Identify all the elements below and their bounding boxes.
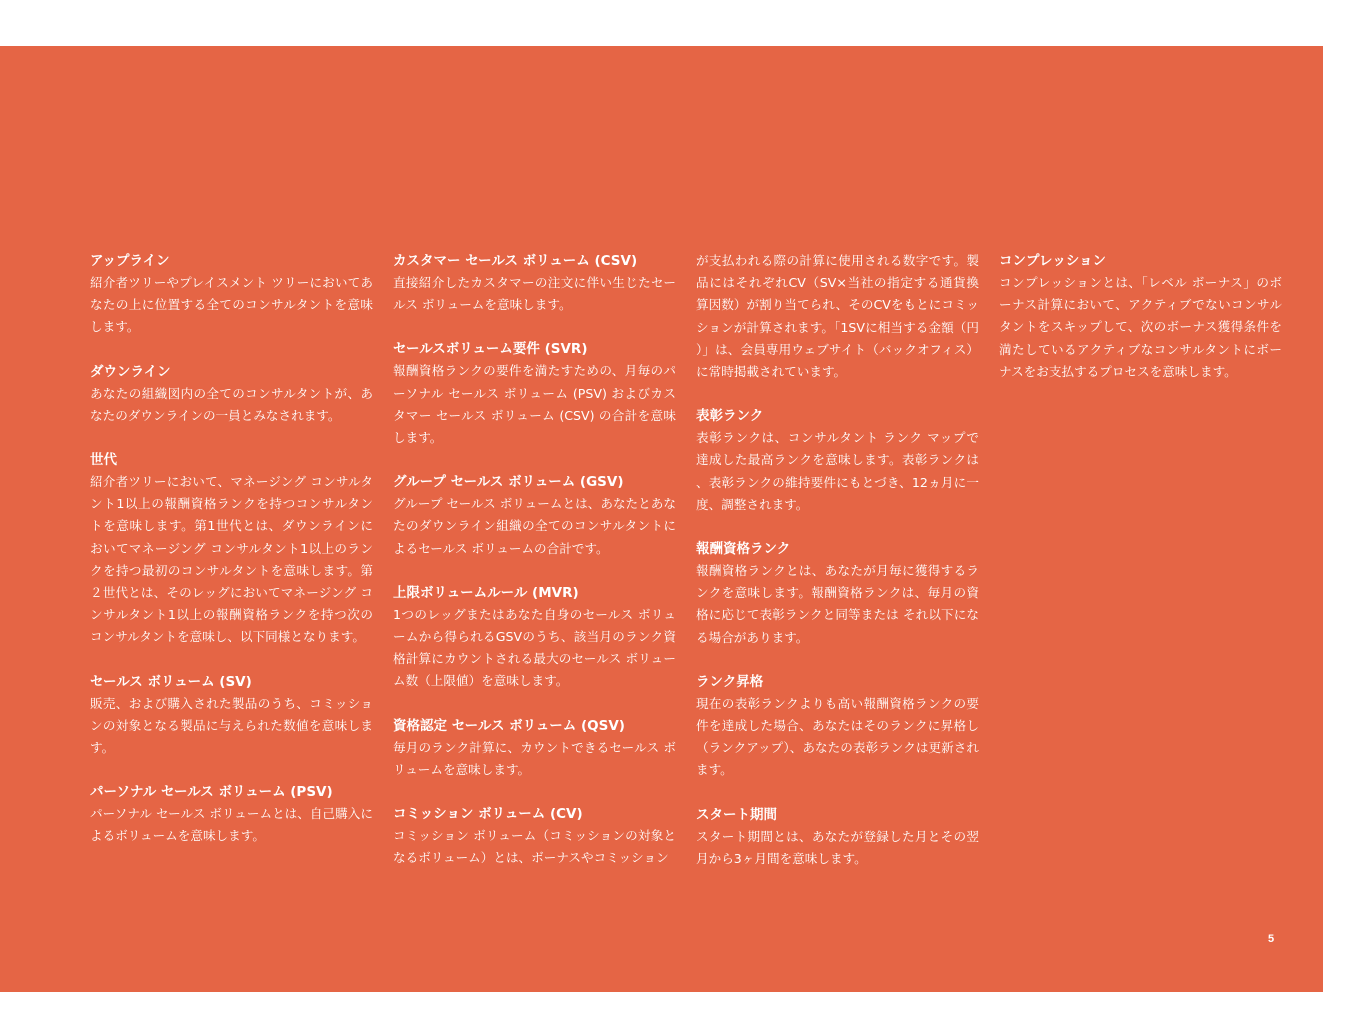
term-heading: 表彰ランク <box>696 408 764 425</box>
glossary-entry-qsv <box>393 715 676 781</box>
glossary-entry-start-period <box>696 804 979 870</box>
term-definition: 現在の表彰ランクよりも高い報酬資格ランクの要件を達成した場合、あなたはそのランクに昇格し（ランクアップ）、あなたの表彰ランクは更新されます。 <box>696 695 979 778</box>
glossary-entry-sv <box>90 671 373 760</box>
glossary-entry-cv-continued <box>696 250 979 383</box>
term-heading: ダウンライン <box>90 363 171 380</box>
term-definition: コンプレッションとは、「レベル ボーナス」のボーナス計算において、アクティブでないコンサルタントをスキップして、次のボーナス獲得条件を満たしているアクティブなコンサルタントにボーナスをお支払するプロセスを意味します。 <box>999 275 1282 379</box>
glossary-entry-gsv <box>393 471 676 560</box>
glossary-column-2 <box>393 250 676 891</box>
glossary-column-3 <box>696 250 979 892</box>
glossary-entry-paid-as-rank <box>696 538 979 649</box>
term-definition: 販売、および購入された製品のうち、コミッションの対象となる製品に与えられた数値を意味します。 <box>90 695 373 756</box>
glossary-entry-rank-advancement <box>696 671 979 782</box>
term-definition: 報酬資格ランクとは、あなたが月毎に獲得するランクを意味します。報酬資格ランクは、毎月の資格に応じて表彰ランクと同等または それ以下になる場合があります。 <box>696 563 979 645</box>
term-heading: カスタマー セールス ボリューム (CSV) <box>393 253 638 269</box>
term-definition: 報酬資格ランクの要件を満たすための、月毎のパーソナル セールス ボリューム (PSV) およびカスタマー セールス ボリューム (CSV) の合計を意味します。 <box>393 363 676 446</box>
term-heading: コミッション ボリューム (CV) <box>393 806 583 823</box>
term-heading: 資格認定 セールス ボリューム (QSV) <box>393 717 625 734</box>
term-heading: スタート期間 <box>696 806 777 823</box>
term-definition: スタート期間とは、あなたが登録した月とその翌月から3ヶ月間を意味します。 <box>696 828 979 866</box>
glossary-entry-upline <box>90 250 373 339</box>
glossary-entry-downline <box>90 361 373 427</box>
glossary-column-1 <box>90 250 373 870</box>
term-heading: 上限ボリュームルール (MVR) <box>393 584 579 601</box>
term-definition: あなたの組織図内の全てのコンサルタントが、あなたのダウンラインの一員とみなされます。 <box>90 385 373 423</box>
term-definition: コミッション ボリューム（コミッションの対象となるボリューム）とは、ボーナスやコミッション <box>393 828 676 866</box>
glossary-entry-recognition-rank <box>696 405 979 516</box>
term-definition: 紹介者ツリーやプレイスメント ツリーにおいてあなたの上に位置する全てのコンサルタントを意味します。 <box>90 275 373 335</box>
term-heading: セールスボリューム要件 (SVR) <box>393 341 588 358</box>
term-heading: 世代 <box>90 452 117 469</box>
term-heading: 報酬資格ランク <box>696 541 791 558</box>
term-definition: グループ セールス ボリュームとは、あなたとあなたのダウンライン組織の全てのコンサルタントによるセールス ボリュームの合計です。 <box>393 496 676 556</box>
glossary-entry-generation <box>90 449 373 649</box>
term-heading: セールス ボリューム (SV) <box>90 673 252 690</box>
glossary-entry-mvr <box>393 582 676 693</box>
term-heading: ランク昇格 <box>696 673 764 690</box>
term-definition: 1つのレッグまたはあなた自身のセールス ボリュームから得られるGSVのうち、該当月のランク資格計算にカウントされる最大のセールス ボリューム数（上限値）を意味します。 <box>393 606 676 689</box>
term-heading: グループ セールス ボリューム (GSV) <box>393 474 624 491</box>
glossary-entry-csv <box>393 250 676 316</box>
glossary-entry-svr <box>393 338 676 449</box>
term-definition: 毎月のランク計算に、カウントできるセールス ボリュームを意味します。 <box>393 739 676 777</box>
term-definition: パーソナル セールス ボリュームとは、自己購入によるボリュームを意味します。 <box>90 806 373 844</box>
term-heading: コンプレッション <box>999 253 1107 269</box>
term-definition: 直接紹介したカスタマーの注文に伴い生じたセールス ボリュームを意味します。 <box>393 275 676 313</box>
term-definition: 表彰ランクは、コンサルタント ランク マップで達成した最高ランクを意味します。表彰ランクは、表彰ランクの維持要件にもとづき、12ヵ月に一度、調整されます。 <box>696 430 979 512</box>
term-definition: が支払われる際の計算に使用される数字です。製品にはそれぞれCV（SV×当社の指定する通貨換算因数）が割り当てられ、そのCVをもとにコミッションが計算されます。「1SVに相当する金額（円）」は、会員専用ウェブサイト（バックオフィス）に常時掲載されています。 <box>696 253 979 380</box>
glossary-column-4 <box>999 250 1282 405</box>
term-definition: 紹介者ツリーにおいて、マネージング コンサルタント1以上の報酬資格ランクを持つコンサルタントを意味します。第1世代とは、ダウンラインにおいてマネージング コンサルタント1以上のランクを持つ最初のコンサルタントを意味します。第２世代とは、そのレッグにおいてマネージング コンサルタント1以上の報酬資格ランクを持つ次のコンサルタントを意味し、以下同様となります。 <box>90 474 373 645</box>
glossary-entry-cv <box>393 803 676 869</box>
glossary-entry-psv <box>90 781 373 847</box>
glossary-entry-compression <box>999 250 1282 383</box>
term-heading: パーソナル セールス ボリューム (PSV) <box>90 784 333 801</box>
page-number: 5 <box>1268 933 1275 945</box>
term-heading: アップライン <box>90 253 170 269</box>
glossary-page <box>0 46 1323 992</box>
